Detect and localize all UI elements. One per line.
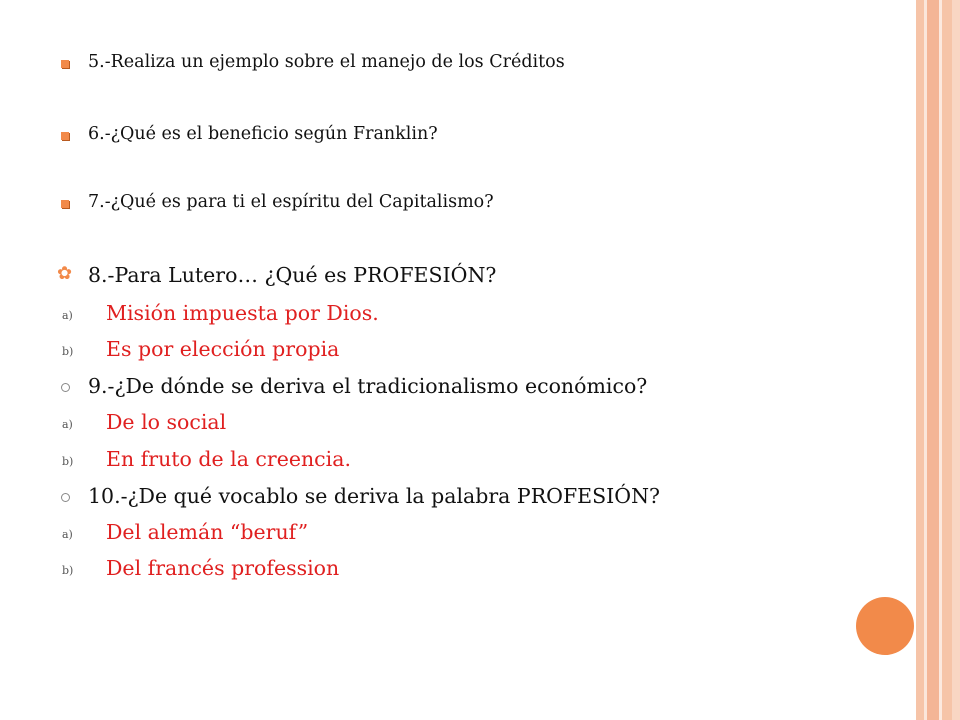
option-letter: b) xyxy=(62,564,74,577)
question-8: 8.-Para Lutero… ¿Qué es PROFESIÓN? xyxy=(88,263,497,287)
decorative-stripes xyxy=(916,0,960,720)
question-10: 10.-¿De qué vocablo se deriva la palabra PROFESIÓN? xyxy=(88,484,661,508)
answer-text: En fruto de la creencia. xyxy=(106,447,351,471)
option-letter: a) xyxy=(62,528,73,541)
square-bullet-icon xyxy=(61,132,69,140)
option-letter: b) xyxy=(62,455,74,468)
option-letter: a) xyxy=(62,418,73,431)
question-5: 5.-Realiza un ejemplo sobre el manejo de los Créditos xyxy=(88,52,565,72)
answer-text: Es por elección propia xyxy=(106,337,340,361)
circle-bullet-icon xyxy=(61,493,70,502)
answer-text: Del francés profession xyxy=(106,556,340,580)
option-letter: b) xyxy=(62,345,74,358)
square-bullet-icon xyxy=(61,200,69,208)
square-bullet-icon xyxy=(61,60,69,68)
option-letter: a) xyxy=(62,309,73,322)
answer-text: Misión impuesta por Dios. xyxy=(106,301,379,325)
answer-text: Del alemán “beruf” xyxy=(106,520,309,544)
answer-text: De lo social xyxy=(106,410,227,434)
question-9: 9.-¿De dónde se deriva el tradicionalismo económico? xyxy=(88,374,648,398)
question-7: 7.-¿Qué es para ti el espíritu del Capitalismo? xyxy=(88,192,494,212)
flower-bullet-icon: ✿ xyxy=(57,263,73,284)
circle-bullet-icon xyxy=(61,383,70,392)
question-6: 6.-¿Qué es el beneficio según Franklin? xyxy=(88,124,438,144)
